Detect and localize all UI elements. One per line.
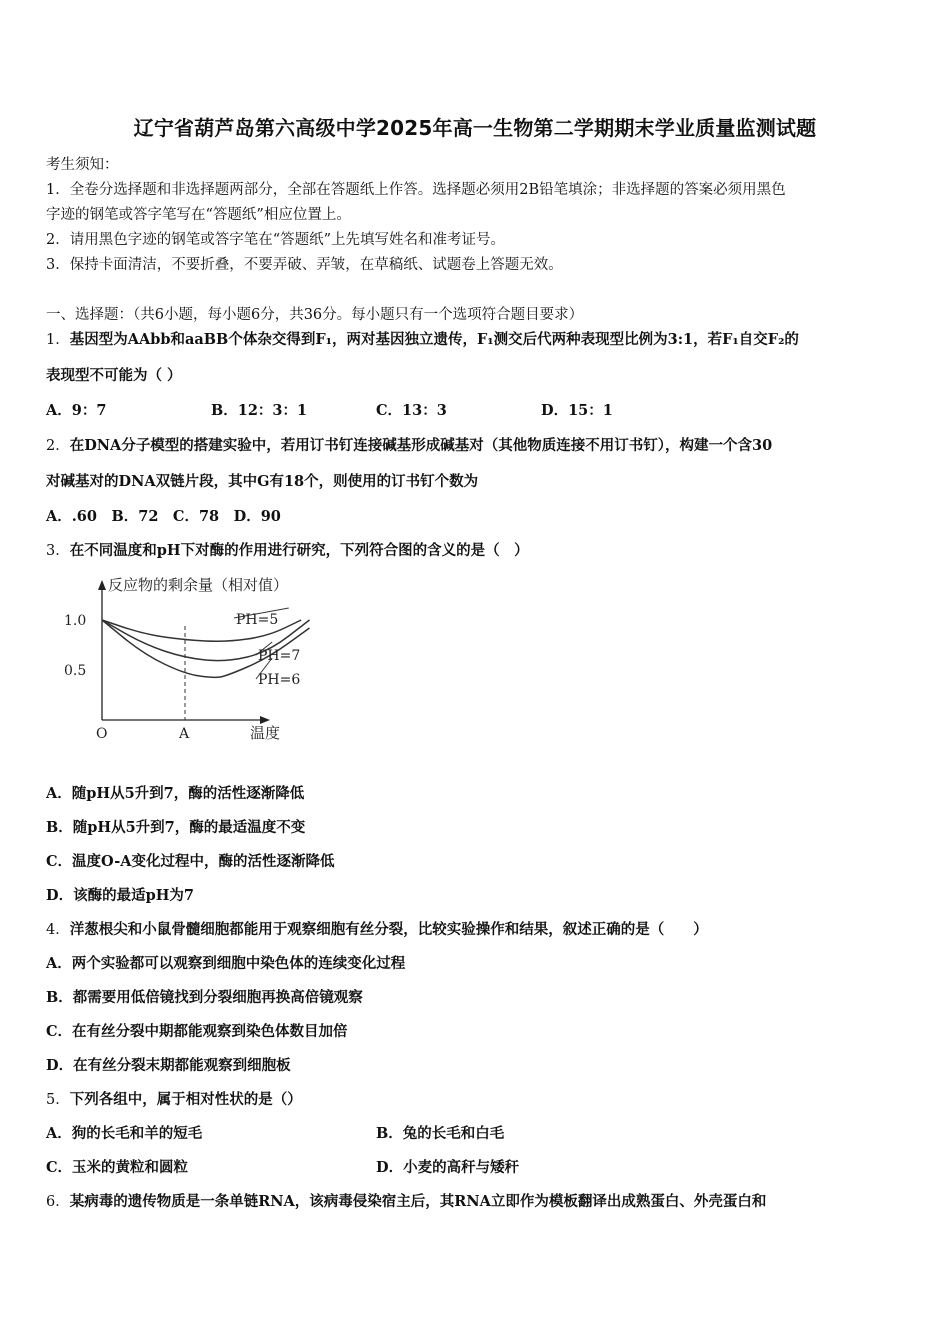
notice-heading: 考生须知： [46, 157, 119, 173]
question-5-text: 下列各组中，属于相对性状的是（） [69, 1091, 302, 1108]
question-1 [46, 328, 799, 349]
question-1-number: 1． [46, 332, 70, 348]
q3-option-d[interactable]: D．该酶的最适pH为7 [46, 887, 195, 904]
question-6 [46, 1190, 766, 1211]
chart-xlabel: 温度 [250, 724, 281, 742]
q1-option-d[interactable]: D．15：1 [541, 402, 613, 419]
section-heading: 一、选择题：（共6小题，每小题6分，共36分。每小题只有一个选项符合题目要求） [46, 307, 584, 323]
q4-option-b[interactable]: B．都需要用低倍镜找到分裂细胞再换高倍镜观察 [46, 989, 363, 1006]
notice-item-1a: 1．全卷分选择题和非选择题两部分，全部在答题纸上作答。选择题必须用2B铅笔填涂；非选择题的答案必须用黑色 [46, 182, 786, 198]
question-3-number: 3． [46, 543, 70, 559]
question-6-text: 某病毒的遗传物质是一条单链RNA，该病毒侵染宿主后，其RNA立即作为模板翻译出成熟蛋白、外壳蛋白和 [69, 1193, 767, 1210]
q5-option-c[interactable]: C．玉米的黄粒和圆粒 [46, 1159, 189, 1176]
x-axis-arrow [260, 716, 270, 724]
question-1-text-b: 表现型不可能为（ ） [46, 367, 182, 384]
notice-item-3: 3．保持卡面清洁，不要折叠，不要弄破、弄皱，在草稿纸、试题卷上答题无效。 [46, 257, 563, 273]
q3-option-a[interactable]: A．随pH从5升到7，酶的活性逐渐降低 [46, 785, 305, 802]
y-tick-label: 1.0 [64, 613, 87, 629]
question-5 [46, 1088, 302, 1109]
series-label: PH=6 [258, 672, 301, 688]
question-5-number: 5． [46, 1092, 70, 1108]
q1-option-a[interactable]: A．9：7 [46, 402, 107, 419]
q4-option-a[interactable]: A．两个实验都可以观察到细胞中染色体的连续变化过程 [46, 955, 406, 972]
series-label: PH=5 [236, 612, 279, 628]
question-2-number: 2． [46, 438, 70, 454]
question-3 [46, 539, 529, 560]
q2-options[interactable]: A．.60 B．72 C．78 D．90 [46, 508, 281, 525]
q5-option-a[interactable]: A．狗的长毛和羊的短毛 [46, 1125, 203, 1142]
question-1-text-a: 基因型为AAbb和aaBB个体杂交得到F₁，两对基因独立遗传，F₁测交后代两种表现型比例为3:1，若F₁自交F₂的 [69, 331, 799, 348]
notice-item-2: 2．请用黑色字迹的钢笔或答字笔在“答题纸”上先填写姓名和准考证号。 [46, 232, 506, 248]
q3-option-b[interactable]: B．随pH从5升到7，酶的最适温度不变 [46, 819, 306, 836]
q4-option-c[interactable]: C．在有丝分裂中期都能观察到染色体数目加倍 [46, 1023, 348, 1040]
question-4-text: 洋葱根尖和小鼠骨髓细胞都能用于观察细胞有丝分裂，比较实验操作和结果，叙述正确的是（ ） [69, 921, 708, 938]
series-label: PH=7 [258, 648, 301, 664]
chart-ylabel: 反应物的剩余量（相对值） [108, 576, 289, 594]
question-2-text-b: 对碱基对的DNA双链片段，其中G有18个，则使用的订书钉个数为 [46, 473, 479, 490]
q1-option-b[interactable]: B．12：3：1 [211, 402, 308, 419]
question-2-text-a: 在DNA分子模型的搭建实验中，若用订书钉连接碱基形成碱基对（其他物质连接不用订书钉），构建一个含30 [69, 437, 773, 454]
question-4 [46, 918, 708, 939]
enzyme-chart [58, 572, 318, 748]
question-6-number: 6． [46, 1194, 70, 1210]
q1-option-c[interactable]: C．13：3 [376, 402, 447, 419]
question-3-text: 在不同温度和pH下对酶的作用进行研究，下列符合图的含义的是（ ） [69, 542, 529, 559]
q5-option-d[interactable]: D．小麦的高秆与矮秆 [376, 1159, 520, 1176]
question-2 [46, 434, 772, 455]
q5-option-b[interactable]: B．兔的长毛和白毛 [376, 1125, 505, 1142]
y-axis-arrow [98, 580, 106, 590]
question-4-number: 4． [46, 922, 70, 938]
notice-item-1b: 字迹的钢笔或答字笔写在“答题纸”相应位置上。 [46, 207, 351, 223]
x-tick-label: O [96, 726, 108, 742]
q4-option-d[interactable]: D．在有丝分裂末期都能观察到细胞板 [46, 1057, 291, 1074]
q3-option-c[interactable]: C．温度O-A变化过程中，酶的活性逐渐降低 [46, 853, 335, 870]
page-title: 辽宁省葫芦岛第六高级中学2025年高一生物第二学期期末学业质量监测试题 [133, 116, 817, 140]
x-tick-label: A [179, 726, 190, 742]
y-tick-label: 0.5 [64, 663, 87, 679]
